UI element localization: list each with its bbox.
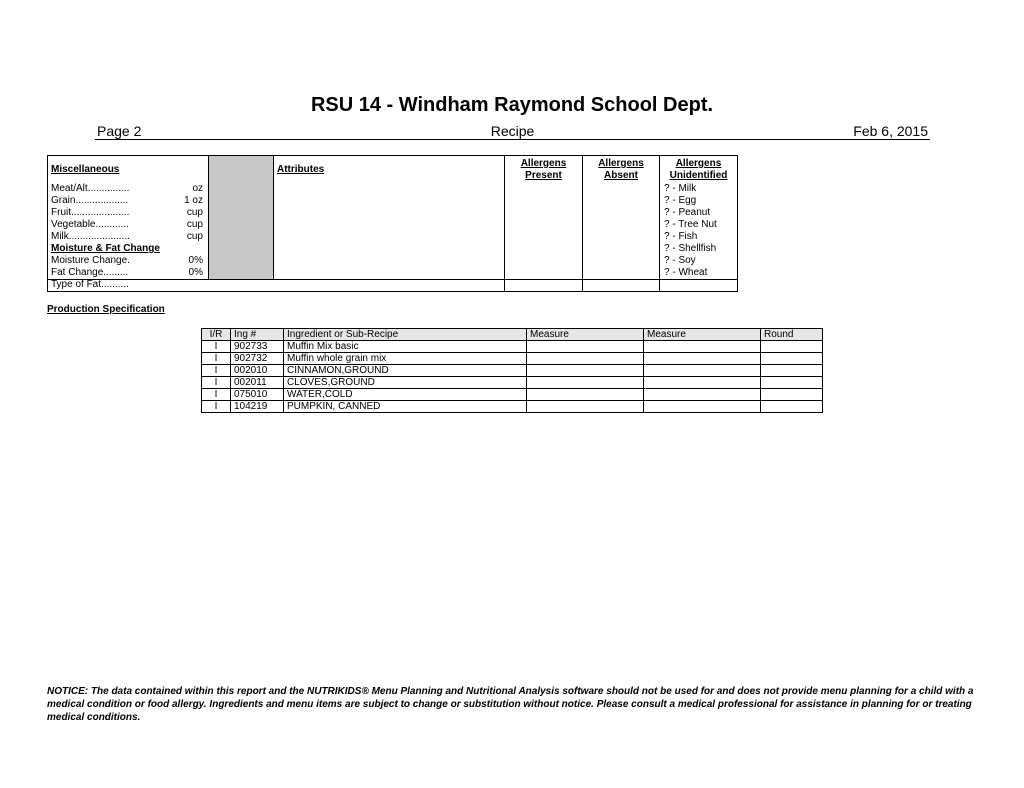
measure-cell bbox=[527, 353, 644, 365]
ingredient-name-cell: Muffin whole grain mix bbox=[284, 353, 527, 365]
report-type: Recipe bbox=[490, 123, 535, 139]
round-cell bbox=[761, 389, 823, 401]
report-date: Feb 6, 2015 bbox=[853, 123, 928, 139]
divider bbox=[48, 279, 737, 280]
round-cell bbox=[761, 365, 823, 377]
page-title: RSU 14 - Windham Raymond School Dept. bbox=[310, 94, 714, 116]
allergen-item: ? - Shellfish bbox=[664, 243, 717, 254]
component-label: Fruit..................... bbox=[51, 207, 130, 218]
ir-cell: I bbox=[202, 377, 231, 389]
ing-number-cell: 104219 bbox=[231, 401, 284, 413]
allergens-present-heading: Allergens Present bbox=[520, 158, 567, 181]
component-unit: cup bbox=[186, 219, 203, 230]
column-header: Measure bbox=[644, 329, 761, 341]
ingredient-name-cell: PUMPKIN, CANNED bbox=[284, 401, 527, 413]
ir-cell: I bbox=[202, 401, 231, 413]
shaded-column bbox=[208, 156, 274, 279]
type-of-fat-label: Type of Fat.......... bbox=[51, 279, 129, 290]
component-label: Grain................... bbox=[51, 195, 129, 206]
attributes-heading: Attributes bbox=[277, 164, 325, 175]
table-row bbox=[202, 377, 823, 389]
component-label: Vegetable............ bbox=[51, 219, 129, 230]
measure-cell bbox=[527, 365, 644, 377]
ing-number-cell: 002011 bbox=[231, 377, 284, 389]
ingredient-name-cell: CLOVES,GROUND bbox=[284, 377, 527, 389]
measure-cell bbox=[527, 341, 644, 353]
ir-cell: I bbox=[202, 365, 231, 377]
ing-number-cell: 902733 bbox=[231, 341, 284, 353]
table-row bbox=[202, 341, 823, 353]
change-label: Moisture Change. bbox=[51, 255, 130, 266]
moisture-fat-heading: Moisture & Fat Change bbox=[51, 243, 160, 254]
change-label: Fat Change......... bbox=[51, 267, 129, 278]
measure-cell bbox=[527, 401, 644, 413]
ir-cell: I bbox=[202, 353, 231, 365]
measure-cell bbox=[644, 401, 761, 413]
ing-number-cell: 902732 bbox=[231, 353, 284, 365]
ing-number-cell: 075010 bbox=[231, 389, 284, 401]
measure-cell bbox=[644, 389, 761, 401]
ingredient-name-cell: WATER,COLD bbox=[284, 389, 527, 401]
allergen-item: ? - Peanut bbox=[664, 207, 711, 218]
table-header-row bbox=[202, 329, 823, 341]
change-value: 0% bbox=[188, 267, 203, 278]
ingredient-name-cell: Muffin Mix basic bbox=[284, 341, 527, 353]
allergen-item: ? - Tree Nut bbox=[664, 219, 717, 230]
ingredient-name-cell: CINNAMON,GROUND bbox=[284, 365, 527, 377]
table-row bbox=[202, 353, 823, 365]
measure-cell bbox=[644, 377, 761, 389]
column-header: I/R bbox=[202, 329, 231, 341]
ir-cell: I bbox=[202, 341, 231, 353]
allergens-unidentified-heading: Allergens Unidentified bbox=[669, 158, 728, 181]
component-label: Milk...................... bbox=[51, 231, 130, 242]
component-unit: cup bbox=[186, 231, 203, 242]
component-label: Meat/Alt............... bbox=[51, 183, 130, 194]
measure-cell bbox=[644, 365, 761, 377]
measure-cell bbox=[644, 353, 761, 365]
column-header: Round bbox=[761, 329, 823, 341]
table-row bbox=[202, 401, 823, 413]
allergen-item: ? - Soy bbox=[664, 255, 696, 266]
component-unit: cup bbox=[186, 207, 203, 218]
measure-cell bbox=[644, 341, 761, 353]
measure-cell bbox=[527, 389, 644, 401]
page-number: Page 2 bbox=[97, 123, 142, 139]
measure-cell bbox=[527, 377, 644, 389]
allergen-item: ? - Fish bbox=[664, 231, 698, 242]
round-cell bbox=[761, 377, 823, 389]
report-header bbox=[95, 121, 930, 140]
notice-text: NOTICE: The data contained within this report and the NUTRIKIDS® Menu Planning and Nutritional Analysis software should not be used for and does not provide menu planning for a child with a medical condition or food allergy. Ingredients and menu items are subject to change or substitution without notice. Please consult a medical professional for assistance in planning for or treating medical conditions. bbox=[47, 686, 974, 723]
component-unit: oz bbox=[192, 183, 203, 194]
round-cell bbox=[761, 353, 823, 365]
misc-heading: Miscellaneous bbox=[51, 164, 120, 175]
nutrition-attributes-box bbox=[47, 155, 738, 292]
production-spec-heading: Production Specification bbox=[47, 304, 165, 315]
column-header: Ing # bbox=[231, 329, 284, 341]
component-unit: 1 oz bbox=[184, 195, 203, 206]
ir-cell: I bbox=[202, 389, 231, 401]
round-cell bbox=[761, 341, 823, 353]
allergens-absent-heading: Allergens Absent bbox=[598, 158, 644, 181]
table-row bbox=[202, 389, 823, 401]
round-cell bbox=[761, 401, 823, 413]
ingredient-table bbox=[201, 328, 823, 413]
change-value: 0% bbox=[188, 255, 203, 266]
table-row bbox=[202, 365, 823, 377]
allergen-item: ? - Milk bbox=[664, 183, 697, 194]
allergen-item: ? - Egg bbox=[664, 195, 697, 206]
ing-number-cell: 002010 bbox=[231, 365, 284, 377]
allergen-item: ? - Wheat bbox=[664, 267, 708, 278]
column-header: Ingredient or Sub-Recipe bbox=[284, 329, 527, 341]
column-header: Measure bbox=[527, 329, 644, 341]
